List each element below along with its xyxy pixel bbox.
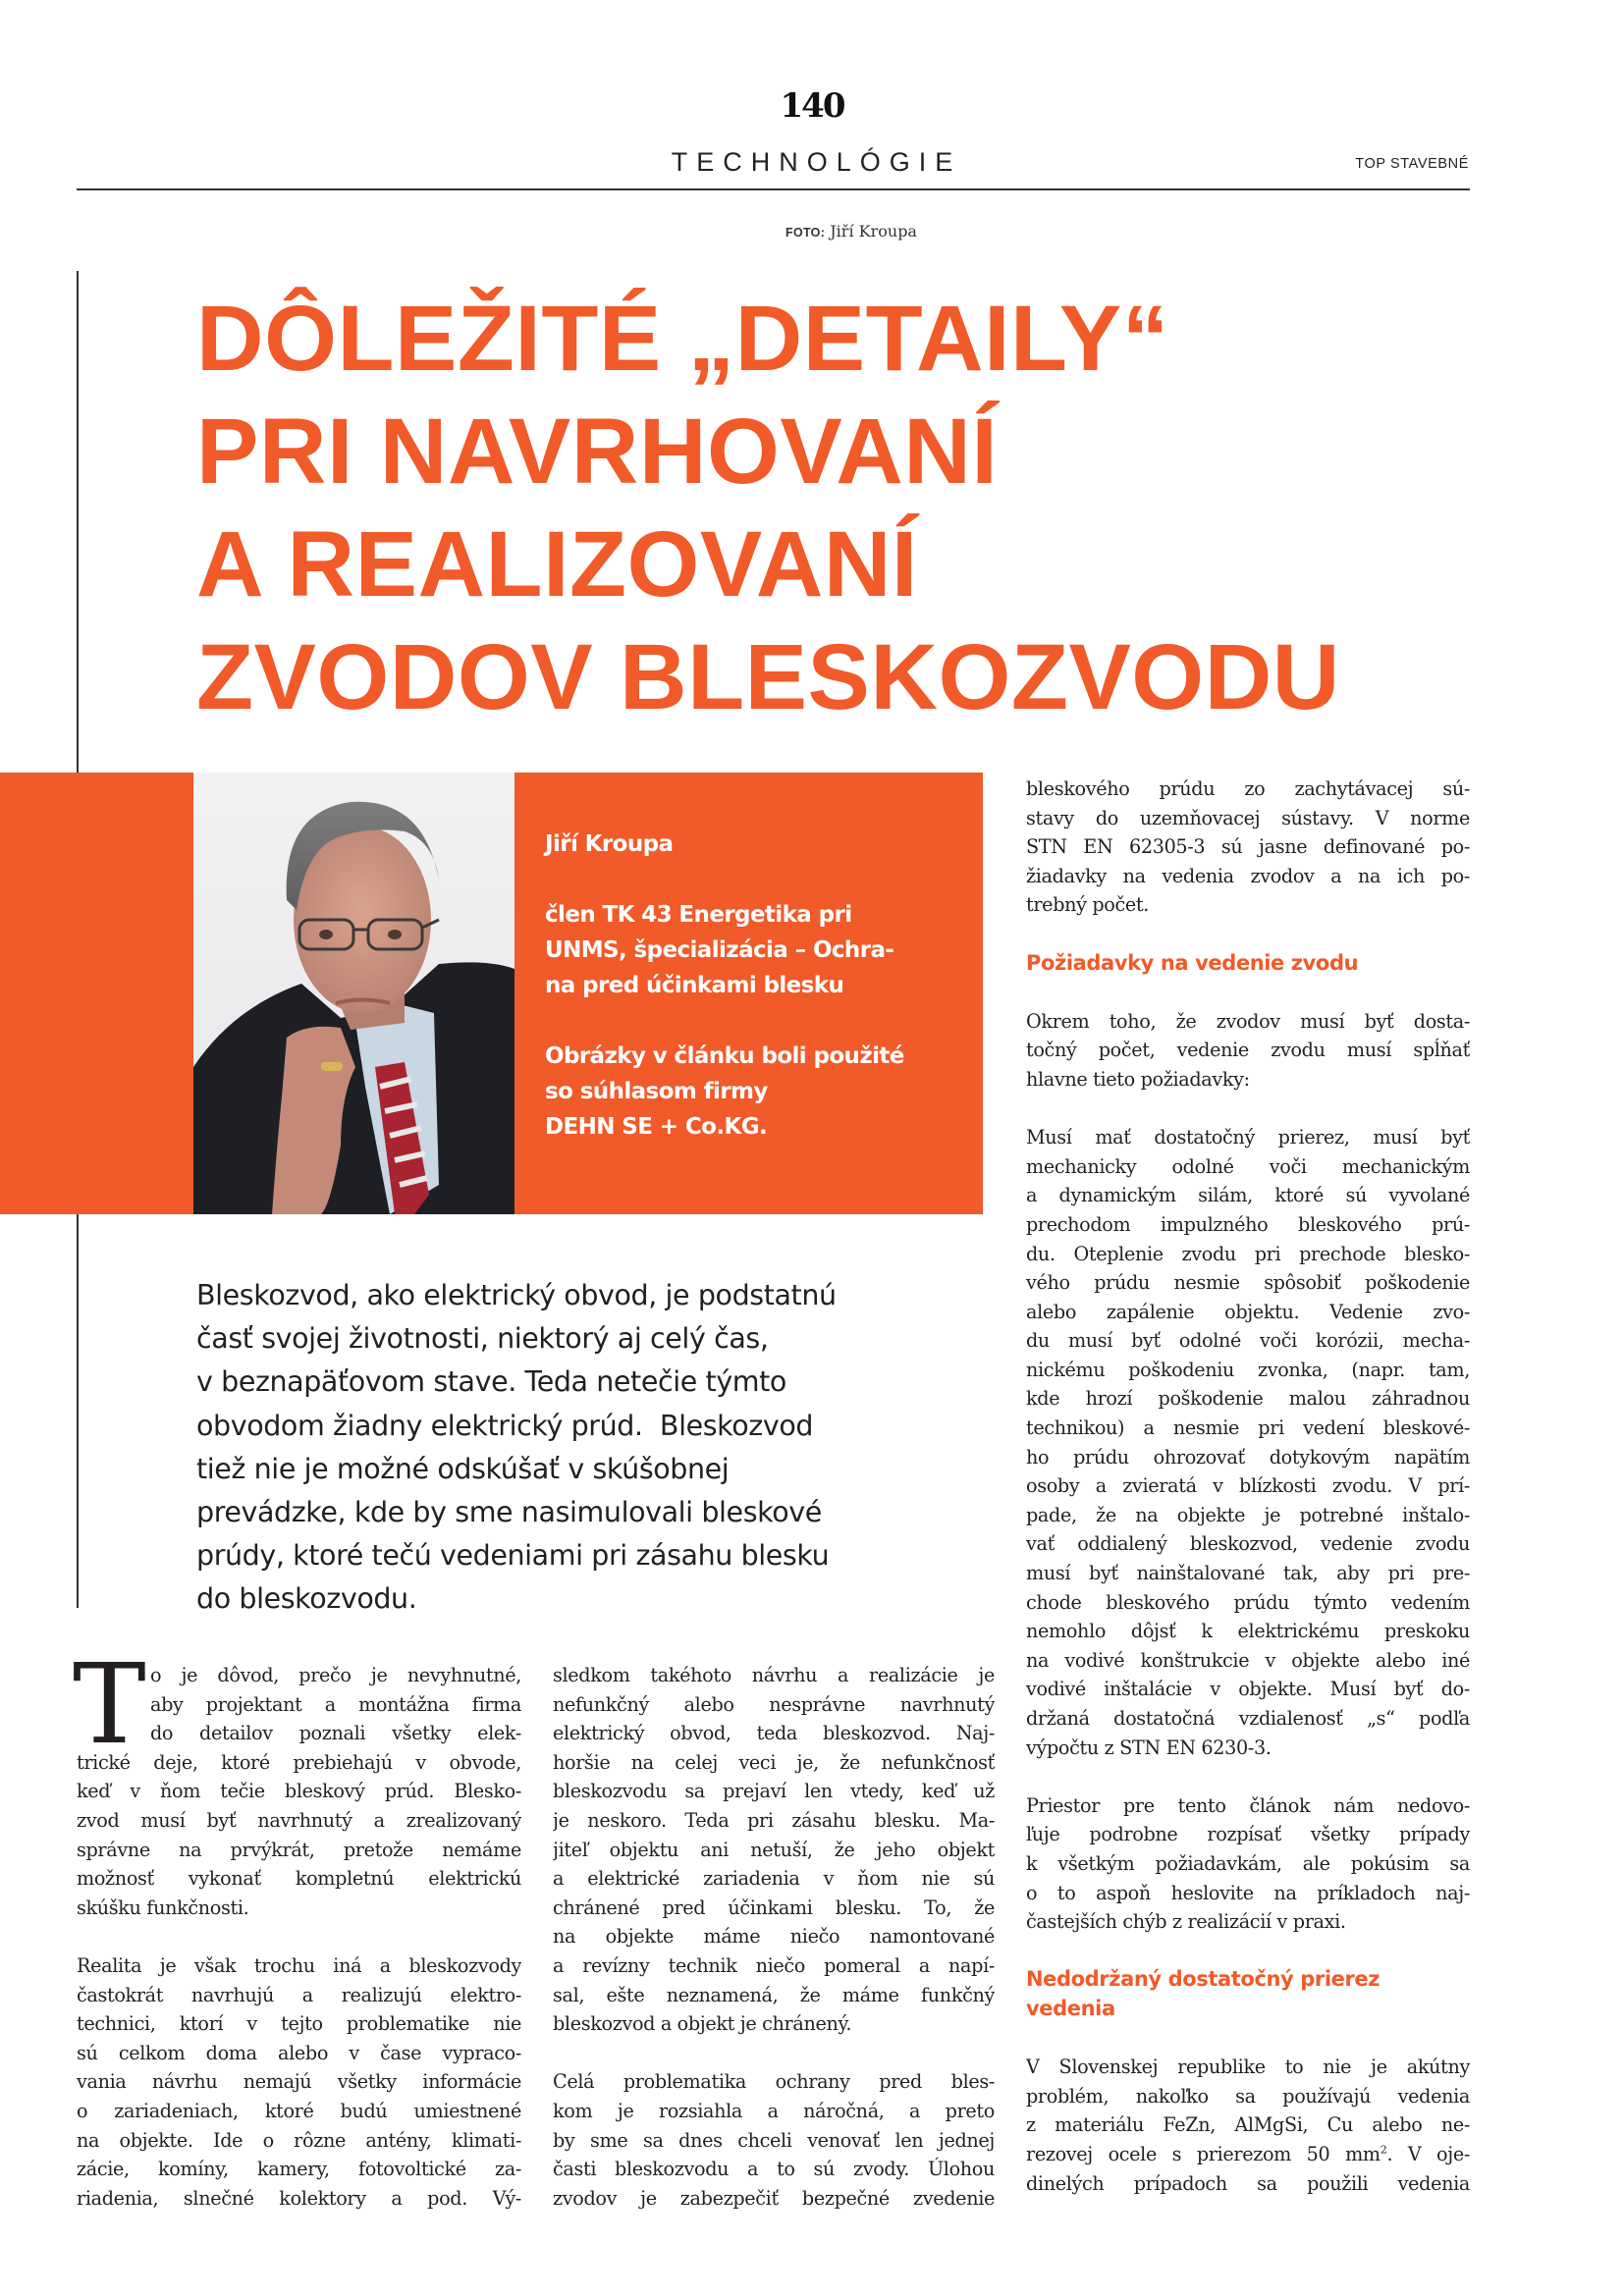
text-line: častokrát navrhujú a realizujú elektro-	[77, 1983, 521, 2006]
text-line: bleskového prúdu zo zachytávacej sú-	[1026, 777, 1470, 800]
author-photo	[193, 773, 514, 1214]
note-line: so súhlasom firmy	[545, 1079, 768, 1104]
text-line: bleskozvodu sa prejaví len vtedy, keď už	[553, 1780, 995, 1803]
text-line: jiteľ objektu ani netuší, že jeho objekt	[553, 1838, 995, 1861]
header-divider	[77, 188, 1470, 190]
text-line: mechanicky odolné voči mechanickým	[1026, 1154, 1470, 1178]
text-line: do detailov poznali všetky elek-	[150, 1722, 521, 1745]
photo-credit-label: FOTO:	[785, 226, 826, 240]
text-line: točný počet, vedenie zvodu musí spĺňať	[1026, 1039, 1470, 1062]
text-line: elektrický obvod, teda bleskozvod. Naj-	[553, 1722, 995, 1745]
paragraph	[77, 1661, 521, 1922]
text-line: trické deje, ktoré prebiehajú v obvode,	[77, 1750, 521, 1774]
portrait-image	[193, 773, 514, 1214]
text-line: o zariadeniach, ktoré budú umiestnené	[77, 2099, 521, 2122]
text-line: kde hrozí poškodenie malou záhradnou	[1026, 1387, 1470, 1411]
body-column-1	[77, 1661, 521, 2213]
text-line: časti bleskozvodu a to sú zvody. Úlohou	[553, 2158, 995, 2181]
text-line: k všetkým požiadavkám, ale pokúsim sa	[1026, 1851, 1470, 1875]
image-credit-note	[545, 1039, 957, 1145]
text-line: hlavne tieto požiadavky:	[1026, 1067, 1250, 1091]
text-line: zvod musí byť navrhnutý a zrealizovaný	[77, 1808, 521, 1832]
text-line: sledkom takéhoto návrhu a realizácie je	[553, 1664, 995, 1686]
text-line: vodivé inštalácie v objekte. Musí byť do-	[1026, 1678, 1470, 1701]
note-line: Obrázky v článku boli použité	[545, 1043, 904, 1069]
text-line: sú celkom doma alebo v čase vypraco-	[77, 2041, 521, 2064]
page-number: 140	[780, 86, 844, 126]
text-line: pade, že na objekte je potrebné inštalo-	[1026, 1503, 1470, 1526]
text-line: zvodov je zabezpečiť bezpečné zvedenie	[553, 2186, 995, 2210]
text-line: sal, ešte neznamená, že máme funkčný	[553, 1983, 995, 2006]
text-line	[1026, 2140, 1470, 2169]
subheading: Nedodržaný dostatočný prierez	[1026, 1967, 1380, 1992]
text-line: technici, ktorí v tejto problematike nie	[77, 2012, 521, 2036]
text-line: na objekte máme niečo namontované	[553, 1925, 995, 1949]
text-line: musí byť nainštalované tak, aby pri pre-	[1026, 1562, 1470, 1585]
text-line: prechodom impulzného bleskového prú-	[1026, 1212, 1470, 1236]
text-segment: rezovej ocele s prierezom 50 mm	[1026, 2142, 1380, 2165]
text-line: Celá problematika ochrany pred bles-	[553, 2070, 995, 2094]
photo-credit-name: Jiří Kroupa	[830, 222, 917, 240]
paragraph	[77, 1951, 521, 2213]
text-line: keď v ňom tečie bleskový prúd. Blesko-	[77, 1780, 521, 1803]
text-line: a dynamickým silám, ktoré sú vyvolané	[1026, 1184, 1470, 1207]
text-line: V Slovenskej republike to nie je akútny	[1026, 2056, 1470, 2079]
paragraph	[553, 2067, 995, 2213]
title-line: PRI NAVRHOVANÍ	[196, 400, 999, 504]
text-line: o je dôvod, prečo je nevyhnutné,	[150, 1664, 521, 1686]
title-line: A REALIZOVANÍ	[196, 512, 918, 616]
subheading: vedenia	[1026, 1996, 1115, 2020]
text-line: skúšku funkčnosti.	[77, 1896, 249, 1919]
text-line: žiadavky na vedenia zvodov a na ich po-	[1026, 864, 1470, 887]
paragraph	[1026, 1007, 1470, 1095]
text-line: alebo zapálenie objektu. Vedenie zvo-	[1026, 1300, 1470, 1323]
text-line: du musí byť odolné voči korózii, mecha-	[1026, 1329, 1470, 1353]
lead-line: časť svojej životnosti, niektorý aj celý čas,	[196, 1322, 769, 1356]
text-line: Musí mať dostatočný prierez, musí byť	[1026, 1126, 1470, 1149]
text-line: vať oddialený bleskozvod, vedenie zvodu	[1026, 1532, 1470, 1556]
note-line: DEHN SE + Co.KG.	[545, 1114, 768, 1140]
title-line: ZVODOV BLESKOZVODU	[196, 625, 1340, 729]
text-line: na objekte. Ide o rôzne antény, klimati-	[77, 2128, 521, 2152]
text-line: technikou) a nesmie pri vedení bleskové-	[1026, 1416, 1470, 1440]
author-role	[545, 897, 957, 1003]
text-line: a elektrické zariadenia v ňom nie sú	[553, 1867, 995, 1891]
text-line: aby projektant a montážna firma	[150, 1692, 521, 1716]
superscript: 2	[1380, 2143, 1387, 2157]
text-line: z materiálu FeZn, AlMgSi, Cu alebo ne-	[1026, 2113, 1470, 2137]
text-line: možnosť vykonať kompletnú elektrickú	[77, 1867, 521, 1891]
text-line: chode bleskového prúdu týmto vedením	[1026, 1590, 1470, 1614]
text-line: častejších chýb z realizácií v praxi.	[1026, 1910, 1346, 1934]
text-line: nemohlo dôjsť k elektrickému preskoku	[1026, 1620, 1470, 1643]
paragraph	[1026, 1791, 1470, 1937]
text-line: Okrem toho, že zvodov musí byť dosta-	[1026, 1009, 1470, 1033]
lead-line: obvodom žiadny elektrický prúd. Bleskozvod	[196, 1409, 814, 1442]
article-title	[196, 283, 1340, 734]
text-line: vania návrhu nemajú všetky informácie	[77, 2070, 521, 2094]
text-line: ľuje podrobne rozpísať všetky prípady	[1026, 1823, 1470, 1846]
lead-line: tiež nie je možné odskúšať v skúšobnej	[196, 1452, 730, 1485]
text-line: horšie na celej veci je, že nefunkčnosť	[553, 1750, 995, 1774]
text-line: na vodivé konštrukcie v objekte alebo iné	[1026, 1648, 1470, 1672]
text-line: problém, nakoľko sa používajú vedenia	[1026, 2084, 1470, 2108]
subheading: Požiadavky na vedenie zvodu	[1026, 950, 1359, 975]
text-line: STN EN 62305-3 sú jasne definované po-	[1026, 835, 1470, 859]
lead-line: v beznapäťovom stave. Teda netečie týmto	[196, 1365, 786, 1399]
drop-cap: T	[73, 1641, 146, 1769]
paragraph	[1026, 1123, 1470, 1762]
text-line: správne na prvýkrát, pretože nemáme	[77, 1838, 521, 1861]
lead-line: do bleskozvodu.	[196, 1582, 417, 1616]
text-line: nickému poškodeniu zvonka, (napr. tam,	[1026, 1358, 1470, 1381]
lead-paragraph	[196, 1274, 1011, 1622]
text-line: výpočtu z STN EN 6230-3.	[1026, 1735, 1272, 1759]
text-line: Realita je však trochu iná a bleskozvody	[77, 1953, 521, 1977]
text-line: nefunkčný alebo nesprávne navrhnutý	[553, 1692, 995, 1716]
body-column-3	[1026, 774, 1470, 2198]
text-line: o to aspoň heslovite na príkladoch naj-	[1026, 1881, 1470, 1904]
lead-line: prúdy, ktoré tečú vedeniami pri zásahu blesku	[196, 1539, 830, 1573]
text-line: osoby a zvieratá v blízkosti zvodu. V prí-	[1026, 1474, 1470, 1498]
text-line: by sme sa dnes chceli venovať len jednej	[553, 2128, 995, 2152]
author-name: Jiří Kroupa	[545, 831, 674, 857]
lead-line: Bleskozvod, ako elektrický obvod, je podstatnú	[196, 1279, 837, 1311]
paragraph	[553, 1661, 995, 2039]
text-line: riadenia, slnečné kolektory a pod. Vý-	[77, 2186, 521, 2210]
text-line: bleskozvod a objekt je chránený.	[553, 2012, 852, 2036]
text-line: stavy do uzemňovacej sústavy. V norme	[1026, 806, 1470, 829]
author-role-line: člen TK 43 Energetika pri	[545, 902, 852, 928]
text-line: ho prúdu ohrozovať dotykovým napätím	[1026, 1445, 1470, 1468]
text-line: zácie, komíny, kamery, fotovoltické za-	[77, 2158, 521, 2181]
paragraph	[1026, 774, 1470, 920]
text-segment: . V oje-	[1386, 2142, 1470, 2165]
text-line: dinelých prípadoch sa použili vedenia	[1026, 2171, 1470, 2195]
text-line: a revízny technik niečo pomeral a napí-	[553, 1953, 995, 1977]
section-title: TECHNOLÓGIE	[671, 147, 962, 177]
magazine-name: TOP STAVEBNÉ	[1355, 156, 1469, 172]
text-line: Priestor pre tento článok nám nedovo-	[1026, 1793, 1470, 1817]
paragraph	[1026, 2053, 1470, 2198]
photo-credit	[0, 222, 1624, 242]
author-role-line: UNMS, špecializácia – Ochra-	[545, 937, 894, 963]
author-role-line: na pred účinkami blesku	[545, 973, 844, 998]
text-line: je neskoro. Teda pri zásahu blesku. Ma-	[553, 1808, 995, 1832]
author-info	[545, 827, 957, 1180]
text-line: trebný počet.	[1026, 893, 1150, 917]
text-line: chránené pred účinkami blesku. To, že	[553, 1896, 995, 1919]
title-line: DÔLEŽITÉ „DETAILY“	[196, 287, 1169, 391]
text-line: držaná dostatočná vzdialenosť „s“ podľa	[1026, 1707, 1470, 1730]
lead-line: prevádzke, kde by sme nasimulovali bleskové	[196, 1496, 822, 1529]
body-column-2	[553, 1661, 995, 2213]
text-line: kom je rozsiahla a náročná, a preto	[553, 2099, 995, 2122]
text-line: vého prúdu nesmie spôsobiť poškodenie	[1026, 1271, 1470, 1295]
text-line: du. Oteplenie zvodu pri prechode blesko-	[1026, 1242, 1470, 1265]
